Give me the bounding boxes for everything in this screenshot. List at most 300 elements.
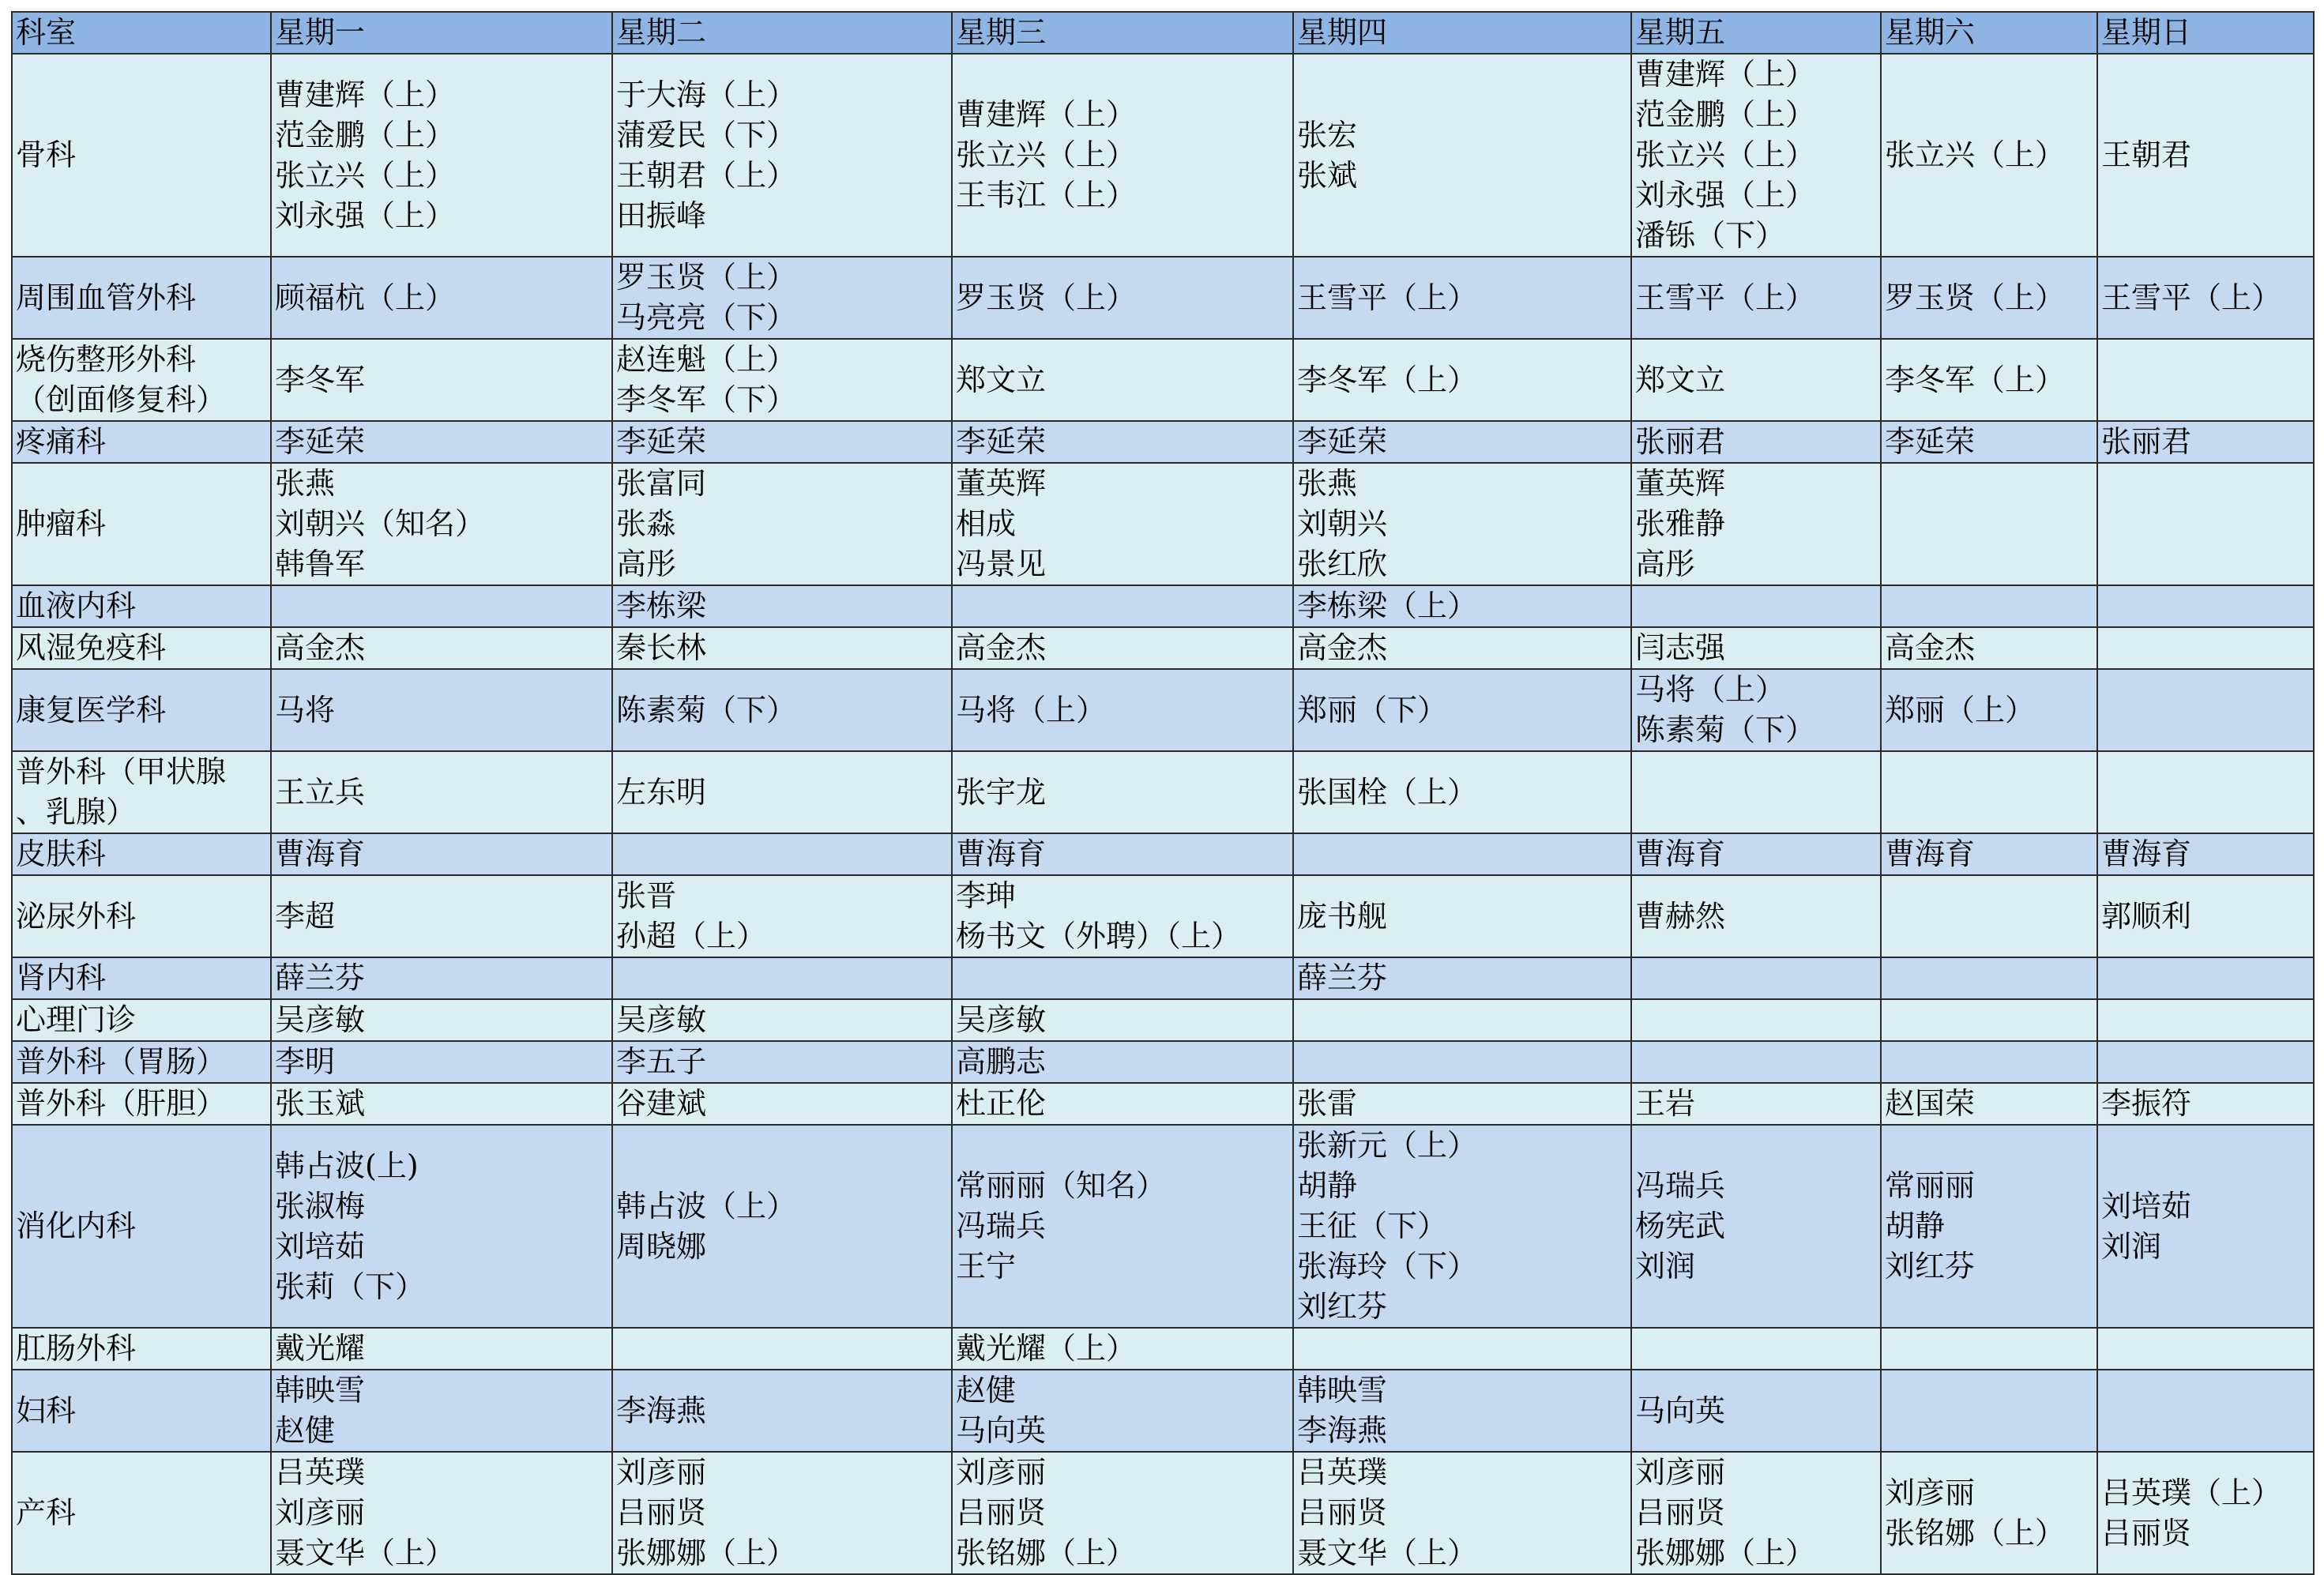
department-name: 康复医学科 <box>16 692 167 727</box>
schedule-cell-saturday <box>1881 1370 2097 1452</box>
schedule-cell-wednesday <box>952 1083 1293 1125</box>
doctor-name: 张立兴（上） <box>275 157 456 193</box>
department-name: 风湿免疫科 <box>16 630 167 665</box>
schedule-cell-sunday <box>2097 1328 2314 1370</box>
doctor-name: 张铭娜（上） <box>956 1536 1137 1570</box>
doctor-name: 郑文立 <box>956 362 1047 397</box>
table-row <box>12 833 2314 875</box>
doctor-name: 冯瑞兵 <box>956 1209 1047 1243</box>
schedule-cell-tuesday <box>612 257 952 339</box>
doctor-name: 张斌 <box>1297 157 1358 193</box>
header-row <box>12 12 2314 54</box>
department-cell <box>12 957 271 999</box>
doctor-name: 王朝君（上） <box>616 157 797 193</box>
doctor-name: 潘铄（下） <box>1635 218 1786 253</box>
schedule-cell-monday <box>271 463 612 585</box>
schedule-cell-friday <box>1631 463 1881 585</box>
schedule-cell-sunday <box>2097 1452 2314 1574</box>
schedule-cell-thursday <box>1293 54 1631 257</box>
schedule-cell-thursday <box>1293 875 1631 957</box>
schedule-cell-friday <box>1631 1452 1881 1574</box>
doctor-name: 王雪平（上） <box>2101 280 2282 315</box>
schedule-cell-friday <box>1631 585 1881 627</box>
doctor-name: 韩映雪 <box>275 1373 366 1408</box>
schedule-cell-saturday <box>1881 669 2097 751</box>
doctor-name: 冯瑞兵 <box>1635 1168 1726 1203</box>
schedule-cell-friday <box>1631 339 1881 421</box>
doctor-name: 张新元（上） <box>1297 1128 1478 1163</box>
schedule-cell-saturday <box>1881 463 2097 585</box>
doctor-name: 李超 <box>275 898 336 934</box>
schedule-cell-monday <box>271 1452 612 1574</box>
schedule-cell-saturday <box>1881 875 2097 957</box>
doctor-name: 薛兰芬 <box>1297 960 1388 995</box>
doctor-name: 胡静 <box>1297 1168 1358 1203</box>
table-row <box>12 421 2314 463</box>
doctor-name: 庞书舰 <box>1297 898 1388 934</box>
schedule-cell-tuesday <box>612 1125 952 1328</box>
table-row <box>12 1041 2314 1083</box>
header-saturday: 星期六 <box>1881 12 2097 54</box>
department-cell <box>12 339 271 421</box>
schedule-cell-friday <box>1631 1328 1881 1370</box>
schedule-cell-monday <box>271 999 612 1041</box>
doctor-name: 张晋 <box>616 878 677 913</box>
doctor-name: 刘润 <box>1635 1249 1696 1284</box>
doctor-name: 刘红芬 <box>1885 1249 1976 1284</box>
doctor-name: 范金鹏（上） <box>275 117 456 152</box>
table-row <box>12 627 2314 669</box>
doctor-name: 曹海育 <box>275 836 366 871</box>
schedule-cell-saturday <box>1881 1083 2097 1125</box>
schedule-cell-thursday <box>1293 627 1631 669</box>
department-name: 烧伤整形外科 <box>16 342 197 377</box>
doctor-name: 刘培茹 <box>2101 1188 2192 1224</box>
table-row <box>12 585 2314 627</box>
doctor-name: 吕丽贤 <box>1297 1495 1388 1530</box>
department-name: 肛肠外科 <box>16 1331 137 1366</box>
doctor-name: 薛兰芬 <box>275 960 366 995</box>
doctor-name: 张淼 <box>616 506 677 541</box>
doctor-name: 张丽君 <box>1635 424 1726 459</box>
schedule-cell-tuesday <box>612 751 952 833</box>
doctor-name: 张淑梅 <box>275 1188 366 1224</box>
doctor-name: 曹海育 <box>2101 836 2192 871</box>
doctor-name: 张红欣 <box>1297 547 1388 581</box>
doctor-name: 刘彦丽 <box>275 1495 366 1530</box>
doctor-name: 张富同 <box>616 466 707 501</box>
doctor-name: 张雷 <box>1297 1086 1358 1121</box>
schedule-cell-wednesday <box>952 999 1293 1041</box>
doctor-name: 李冬军（上） <box>1885 362 2066 397</box>
schedule-cell-sunday <box>2097 463 2314 585</box>
schedule-cell-saturday <box>1881 54 2097 257</box>
doctor-name: 吕英璞 <box>275 1455 366 1490</box>
doctor-name: 顾福杭（上） <box>275 280 456 315</box>
schedule-cell-thursday <box>1293 1125 1631 1328</box>
schedule-cell-tuesday <box>612 627 952 669</box>
doctor-name: 刘彦丽 <box>1885 1475 1976 1510</box>
schedule-cell-tuesday <box>612 1328 952 1370</box>
schedule-cell-sunday <box>2097 54 2314 257</box>
doctor-name: 郑丽（下） <box>1297 692 1448 727</box>
schedule-cell-monday <box>271 833 612 875</box>
schedule-cell-thursday <box>1293 957 1631 999</box>
doctor-name: 曹海育 <box>1885 836 1976 871</box>
doctor-name: 秦长林 <box>616 630 707 665</box>
department-cell <box>12 585 271 627</box>
doctor-name: 张娜娜（上） <box>1635 1536 1816 1570</box>
header-sunday: 星期日 <box>2097 12 2314 54</box>
schedule-cell-thursday <box>1293 463 1631 585</box>
schedule-cell-friday <box>1631 1041 1881 1083</box>
schedule-cell-wednesday <box>952 1041 1293 1083</box>
schedule-cell-monday <box>271 339 612 421</box>
doctor-name: 吴彦敏 <box>616 1002 707 1037</box>
schedule-cell-tuesday <box>612 1041 952 1083</box>
doctor-name: 张莉（下） <box>275 1269 426 1304</box>
doctor-name: 刘朝兴 <box>1297 506 1388 541</box>
doctor-name: 李五子 <box>616 1044 707 1079</box>
doctor-name: 聂文华（上） <box>1297 1536 1478 1570</box>
doctor-name: 孙超（上） <box>616 919 767 953</box>
schedule-cell-monday <box>271 1370 612 1452</box>
department-cell <box>12 1328 271 1370</box>
schedule-cell-tuesday <box>612 875 952 957</box>
doctor-name: 韩映雪 <box>1297 1373 1388 1408</box>
doctor-name: 韩占波(上) <box>275 1148 419 1183</box>
schedule-cell-sunday <box>2097 421 2314 463</box>
schedule-cell-friday <box>1631 257 1881 339</box>
doctor-name: 李海燕 <box>616 1393 707 1428</box>
schedule-cell-monday <box>271 1328 612 1370</box>
table-row <box>12 1125 2314 1328</box>
doctor-name: 曹建辉（上） <box>956 97 1137 132</box>
doctor-name: 刘润 <box>2101 1228 2162 1264</box>
schedule-cell-saturday <box>1881 957 2097 999</box>
schedule-cell-saturday <box>1881 421 2097 463</box>
header-thursday: 星期四 <box>1293 12 1631 54</box>
schedule-cell-tuesday <box>612 999 952 1041</box>
schedule-cell-saturday <box>1881 339 2097 421</box>
doctor-name: 李栋梁（上） <box>1297 588 1478 623</box>
doctor-name: 王雪平（上） <box>1297 280 1478 315</box>
schedule-cell-saturday <box>1881 1125 2097 1328</box>
doctor-name: 罗玉贤（上） <box>1885 280 2066 315</box>
doctor-name: 张铭娜（上） <box>1885 1515 2066 1551</box>
schedule-cell-tuesday <box>612 421 952 463</box>
doctor-name: 张立兴（上） <box>956 137 1137 172</box>
table-row <box>12 957 2314 999</box>
table-row <box>12 1370 2314 1452</box>
department-name: 产科 <box>16 1495 77 1530</box>
schedule-cell-thursday <box>1293 1041 1631 1083</box>
doctor-name: 张玉斌 <box>275 1086 366 1121</box>
doctor-name: 李延荣 <box>616 424 707 459</box>
doctor-name: 闫志强 <box>1635 630 1726 665</box>
schedule-cell-tuesday <box>612 463 952 585</box>
schedule-cell-sunday <box>2097 1370 2314 1452</box>
schedule-cell-wednesday <box>952 875 1293 957</box>
department-cell <box>12 627 271 669</box>
doctor-name: 马将（上） <box>1635 672 1786 707</box>
schedule-cell-friday <box>1631 999 1881 1041</box>
schedule-cell-wednesday <box>952 54 1293 257</box>
doctor-name: 常丽丽 <box>1885 1168 1976 1203</box>
doctor-name: 曹建辉（上） <box>275 77 456 112</box>
table-row <box>12 339 2314 421</box>
schedule-cell-thursday <box>1293 1328 1631 1370</box>
schedule-cell-sunday <box>2097 957 2314 999</box>
schedule-cell-monday <box>271 957 612 999</box>
header-friday: 星期五 <box>1631 12 1881 54</box>
doctor-name: 李冬军（上） <box>1297 362 1478 397</box>
department-cell <box>12 257 271 339</box>
doctor-name: 周晓娜 <box>616 1228 707 1264</box>
doctor-name: 李珅 <box>956 878 1017 913</box>
department-name: 心理门诊 <box>16 1002 137 1037</box>
schedule-cell-sunday <box>2097 257 2314 339</box>
schedule-cell-thursday <box>1293 1452 1631 1574</box>
doctor-name: 郑丽（上） <box>1885 692 2036 727</box>
doctor-name: 赵健 <box>956 1373 1017 1408</box>
schedule-cell-friday <box>1631 1370 1881 1452</box>
doctor-name: 马将 <box>275 692 336 727</box>
department-cell <box>12 875 271 957</box>
schedule-cell-sunday <box>2097 1083 2314 1125</box>
table-row <box>12 751 2314 833</box>
schedule-cell-tuesday <box>612 1452 952 1574</box>
doctor-name: 李明 <box>275 1044 336 1079</box>
department-cell <box>12 421 271 463</box>
doctor-name: 聂文华（上） <box>275 1536 456 1570</box>
schedule-cell-friday <box>1631 957 1881 999</box>
schedule-cell-wednesday <box>952 1452 1293 1574</box>
doctor-name: 谷建斌 <box>616 1086 707 1121</box>
department-cell <box>12 999 271 1041</box>
table-header <box>12 12 2314 54</box>
doctor-name: 高金杰 <box>1885 630 1976 665</box>
doctor-name: 郭顺利 <box>2101 898 2192 934</box>
schedule-cell-thursday <box>1293 1370 1631 1452</box>
doctor-name: 李冬军（下） <box>616 382 797 417</box>
doctor-name: 高彤 <box>616 547 677 581</box>
schedule-cell-monday <box>271 627 612 669</box>
doctor-name: 赵健 <box>275 1413 336 1448</box>
schedule-cell-saturday <box>1881 1328 2097 1370</box>
schedule-cell-sunday <box>2097 875 2314 957</box>
table-row <box>12 1452 2314 1574</box>
doctor-name: 王朝君 <box>2101 137 2192 172</box>
schedule-cell-thursday <box>1293 669 1631 751</box>
doctor-name: 李栋梁 <box>616 588 707 623</box>
schedule-cell-monday <box>271 585 612 627</box>
schedule-cell-thursday <box>1293 999 1631 1041</box>
doctor-name: 李延荣 <box>275 424 366 459</box>
doctor-name: 杜正伦 <box>956 1086 1047 1121</box>
schedule-cell-friday <box>1631 669 1881 751</box>
schedule-cell-thursday <box>1293 751 1631 833</box>
doctor-name: 戴光耀 <box>275 1331 366 1366</box>
schedule-cell-sunday <box>2097 1041 2314 1083</box>
department-name: 皮肤科 <box>16 836 107 871</box>
department-cell <box>12 54 271 257</box>
doctor-name: 刘永强（上） <box>275 197 456 233</box>
schedule-cell-monday <box>271 54 612 257</box>
header-monday: 星期一 <box>271 12 612 54</box>
schedule-cell-saturday <box>1881 1041 2097 1083</box>
schedule-cell-friday <box>1631 54 1881 257</box>
doctor-name: 吕丽贤 <box>2101 1515 2192 1551</box>
table-row <box>12 1083 2314 1125</box>
doctor-name: 董英辉 <box>956 466 1047 501</box>
doctor-name: 范金鹏（上） <box>1635 97 1816 132</box>
department-cell <box>12 1125 271 1328</box>
schedule-cell-thursday <box>1293 257 1631 339</box>
schedule-cell-tuesday <box>612 1083 952 1125</box>
department-name: 妇科 <box>16 1393 77 1428</box>
table-row <box>12 999 2314 1041</box>
schedule-cell-monday <box>271 669 612 751</box>
schedule-cell-thursday <box>1293 339 1631 421</box>
doctor-name: 陈素菊（下） <box>616 692 797 727</box>
schedule-cell-tuesday <box>612 54 952 257</box>
doctor-name: 蒲爱民（下） <box>616 117 797 152</box>
doctor-name: 冯景见 <box>956 547 1047 581</box>
schedule-cell-wednesday <box>952 257 1293 339</box>
schedule-cell-tuesday <box>612 669 952 751</box>
doctor-name: 左东明 <box>616 774 707 810</box>
department-cell <box>12 463 271 585</box>
doctor-name: 张国栓（上） <box>1297 774 1478 810</box>
schedule-cell-tuesday <box>612 585 952 627</box>
doctor-name: 马将（上） <box>956 692 1107 727</box>
doctor-name: 曹海育 <box>1635 836 1726 871</box>
doctor-name: 曹赫然 <box>1635 898 1726 934</box>
doctor-name: 张娜娜（上） <box>616 1536 797 1570</box>
doctor-name: 吴彦敏 <box>275 1002 366 1037</box>
doctor-name: 吕英璞（上） <box>2101 1475 2282 1510</box>
department-name: 、乳腺） <box>16 795 137 829</box>
schedule-cell-wednesday <box>952 339 1293 421</box>
schedule-cell-saturday <box>1881 833 2097 875</box>
schedule-cell-wednesday <box>952 669 1293 751</box>
department-name: 普外科（肝胆） <box>16 1086 227 1121</box>
doctor-name: 刘红芬 <box>1297 1289 1388 1324</box>
department-name: 肾内科 <box>16 960 107 995</box>
schedule-cell-sunday <box>2097 999 2314 1041</box>
doctor-name: 张燕 <box>275 466 336 501</box>
department-name: （创面修复科） <box>16 382 227 417</box>
doctor-name: 王立兵 <box>275 774 366 810</box>
doctor-name: 张宏 <box>1297 117 1358 152</box>
department-name: 骨科 <box>16 137 77 172</box>
doctor-name: 李振符 <box>2101 1086 2192 1121</box>
doctor-name: 张海玲（下） <box>1297 1249 1478 1284</box>
schedule-cell-thursday <box>1293 1083 1631 1125</box>
doctor-name: 马向英 <box>956 1413 1047 1448</box>
doctor-name: 陈素菊（下） <box>1635 712 1816 747</box>
doctor-name: 马向英 <box>1635 1393 1726 1428</box>
department-cell <box>12 751 271 833</box>
schedule-cell-tuesday <box>612 339 952 421</box>
doctor-name: 高鹏志 <box>956 1044 1047 1079</box>
doctor-name: 李冬军 <box>275 362 366 397</box>
schedule-cell-monday <box>271 1083 612 1125</box>
doctor-name: 吕英璞 <box>1297 1455 1388 1490</box>
department-cell <box>12 1041 271 1083</box>
schedule-cell-monday <box>271 751 612 833</box>
schedule-cell-sunday <box>2097 627 2314 669</box>
doctor-name: 马亮亮（下） <box>616 300 797 335</box>
doctor-name: 王征（下） <box>1297 1209 1448 1243</box>
schedule-cell-wednesday <box>952 463 1293 585</box>
doctor-name: 李延荣 <box>1885 424 1976 459</box>
schedule-cell-thursday <box>1293 833 1631 875</box>
doctor-name: 罗玉贤（上） <box>956 280 1137 315</box>
doctor-name: 杨书文（外聘）（上） <box>956 919 1242 953</box>
doctor-name: 韩占波（上） <box>616 1188 797 1224</box>
department-name: 消化内科 <box>16 1209 137 1243</box>
department-name: 疼痛科 <box>16 424 107 459</box>
schedule-cell-saturday <box>1881 627 2097 669</box>
schedule-cell-friday <box>1631 875 1881 957</box>
doctor-name: 吕丽贤 <box>616 1495 707 1530</box>
schedule-cell-friday <box>1631 1083 1881 1125</box>
clinic-schedule-table <box>11 11 2315 1575</box>
schedule-cell-sunday <box>2097 833 2314 875</box>
schedule-cell-monday <box>271 1125 612 1328</box>
schedule-cell-friday <box>1631 421 1881 463</box>
doctor-name: 杨宪武 <box>1635 1209 1726 1243</box>
schedule-cell-wednesday <box>952 957 1293 999</box>
schedule-cell-friday <box>1631 1125 1881 1328</box>
department-cell <box>12 1083 271 1125</box>
schedule-cell-saturday <box>1881 999 2097 1041</box>
schedule-cell-monday <box>271 257 612 339</box>
department-name: 普外科（甲状腺 <box>16 754 227 789</box>
schedule-cell-saturday <box>1881 257 2097 339</box>
table-row <box>12 54 2314 257</box>
schedule-cell-tuesday <box>612 1370 952 1452</box>
doctor-name: 董英辉 <box>1635 466 1726 501</box>
doctor-name: 高金杰 <box>275 630 366 665</box>
doctor-name: 张雅静 <box>1635 506 1726 541</box>
doctor-name: 李延荣 <box>1297 424 1388 459</box>
header-wednesday: 星期三 <box>952 12 1293 54</box>
doctor-name: 王宁 <box>956 1249 1017 1284</box>
doctor-name: 李海燕 <box>1297 1413 1388 1448</box>
doctor-name: 张宇龙 <box>956 774 1047 810</box>
doctor-name: 张燕 <box>1297 466 1358 501</box>
department-name: 血液内科 <box>16 588 137 623</box>
doctor-name: 罗玉贤（上） <box>616 260 797 295</box>
doctor-name: 刘彦丽 <box>1635 1455 1726 1490</box>
doctor-name: 高金杰 <box>956 630 1047 665</box>
schedule-cell-monday <box>271 1041 612 1083</box>
doctor-name: 吕丽贤 <box>956 1495 1047 1530</box>
header-department: 科室 <box>12 12 271 54</box>
schedule-cell-sunday <box>2097 669 2314 751</box>
schedule-cell-wednesday <box>952 833 1293 875</box>
schedule-cell-wednesday <box>952 1125 1293 1328</box>
doctor-name: 戴光耀（上） <box>956 1331 1137 1366</box>
schedule-cell-saturday <box>1881 585 2097 627</box>
department-cell <box>12 1452 271 1574</box>
doctor-name: 曹海育 <box>956 836 1047 871</box>
doctor-name: 常丽丽（知名） <box>956 1168 1167 1203</box>
schedule-cell-sunday <box>2097 751 2314 833</box>
